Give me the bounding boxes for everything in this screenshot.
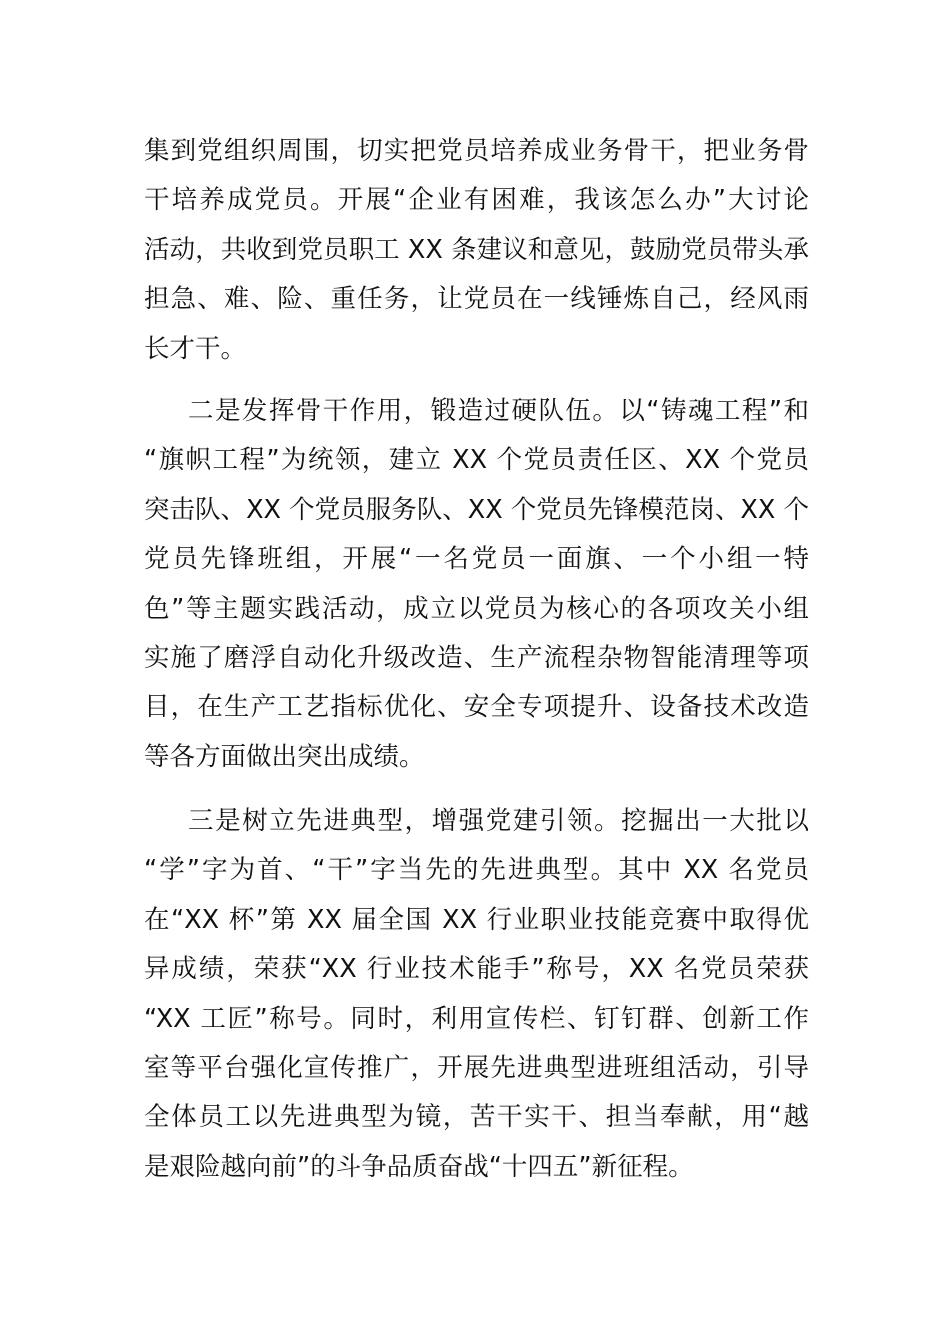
paragraph-line: “学”字为首、“干”字当先的先进典型。其中 XX 名党员: [144, 855, 809, 886]
paragraph-line: 干培养成党员。开展“企业有困难，我该怎么办”大讨论: [144, 185, 809, 216]
paragraph-line: 担急、难、险、重任务，让党员在一线锤炼自己，经风雨: [144, 284, 809, 315]
paragraph-3: [144, 797, 809, 1192]
paragraph-line: 异成绩，荣获“XX 行业技术能手”称号，XX 名党员荣获: [144, 954, 809, 985]
paragraph-line: 全体员工以先进典型为镜，苦干实干、担当奉献，用“越: [144, 1102, 809, 1133]
paragraph-line: 色”等主题实践活动，成立以党员为核心的各项攻关小组: [144, 593, 809, 624]
paragraph-1: [144, 127, 809, 374]
paragraph-line: “XX 工匠”称号。同时，利用宣传栏、钉钉群、创新工作: [144, 1003, 809, 1034]
paragraph-2: [144, 387, 809, 782]
paragraph-line: 活动，共收到党员职工 XX 条建议和意见，鼓励党员带头承: [144, 234, 809, 265]
paragraph-line: 室等平台强化宣传推广，开展先进典型进班组活动，引导: [144, 1052, 809, 1083]
paragraph-line: 二是发挥骨干作用，锻造过硬队伍。以“铸魂工程”和: [188, 396, 809, 426]
paragraph-line: 三是树立先进典型，增强党建引领。挖掘出一大批以: [188, 806, 809, 836]
paragraph-line: 集到党组织周围，切实把党员培养成业务骨干，把业务骨: [144, 136, 809, 166]
paragraph-line: 是艰险越向前”的斗争品质奋战“十四五”新征程。: [144, 1151, 694, 1182]
paragraph-line: 在“XX 杯”第 XX 届全国 XX 行业职业技能竞赛中取得优: [144, 904, 809, 935]
paragraph-line: 实施了磨浮自动化升级改造、生产流程杂物智能清理等项: [144, 642, 809, 673]
paragraph-line: 长才干。: [144, 333, 247, 364]
paragraph-line: 目，在生产工艺指标优化、安全专项提升、设备技术改造: [144, 692, 809, 723]
paragraph-line: 突击队、XX 个党员服务队、XX 个党员先锋模范岗、XX 个: [144, 494, 809, 525]
paragraph-line: “旗帜工程”为统领，建立 XX 个党员责任区、XX 个党员: [144, 445, 809, 476]
paragraph-line: 党员先锋班组，开展“一名党员一面旗、一个小组一特: [144, 544, 809, 575]
paragraph-line: 等各方面做出突出成绩。: [144, 741, 425, 772]
